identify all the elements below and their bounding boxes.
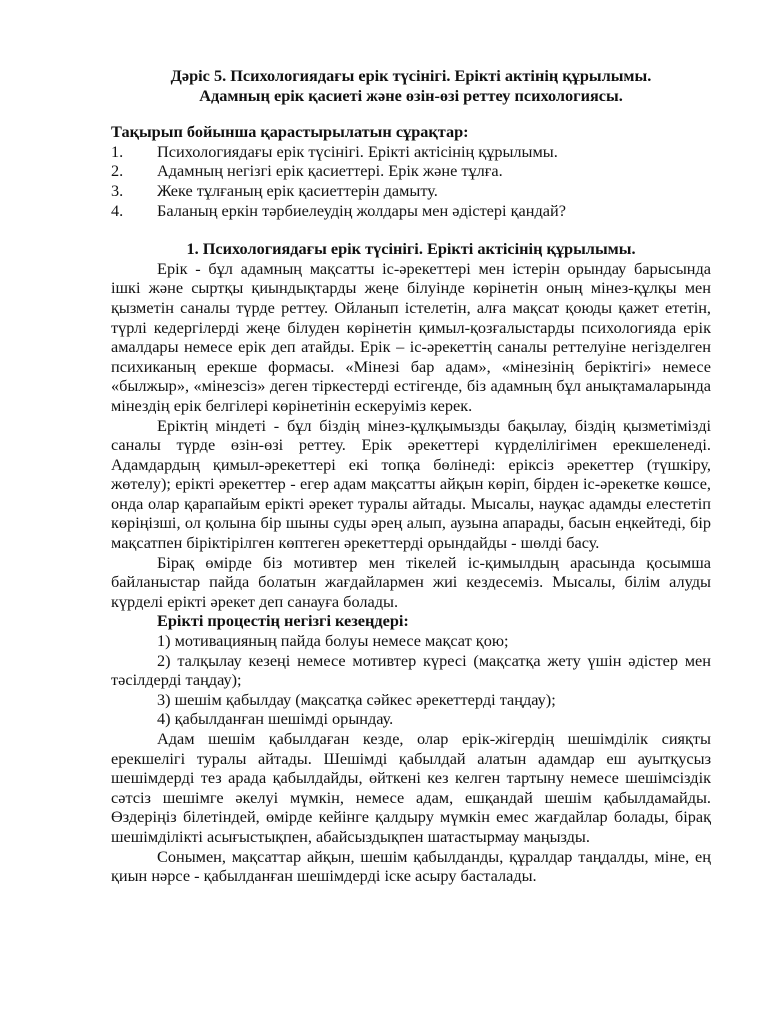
- question-number: 3.: [111, 180, 124, 200]
- stage-item: 2) талқылау кезеңі немесе мотивтер күресі (мақсатқа жету үшін әдістер мен тәсілдерді таңдау);: [111, 650, 711, 690]
- stage-item: 4) қабылданған шешімді орындау.: [157, 709, 394, 729]
- question-text: Баланың еркін тәрбиелеудің жолдары мен әдістері қандай?: [157, 200, 566, 220]
- title-line-1: Дәріс 5. Психологиядағы ерік түсінігі. Ерікті актінің құрылымы.: [170, 66, 652, 85]
- questions-list: [111, 142, 711, 220]
- questions-heading: Тақырып бойынша қарастырылатын сұрақтар:: [111, 122, 469, 142]
- question-item: [111, 142, 711, 162]
- document-page: [111, 66, 711, 886]
- stages-heading: Ерікті процестің негізгі кезеңдері:: [157, 611, 409, 631]
- question-text: Жеке тұлғаның ерік қасиеттерін дамыту.: [157, 180, 438, 200]
- question-number: 2.: [111, 161, 124, 181]
- question-item: [111, 161, 711, 181]
- title-line-2: Адамның ерік қасиеті және өзін-өзі реттеу психологиясы.: [199, 85, 623, 105]
- body-paragraph: Еріктің міндеті - бұл біздің мінез-құлқымызды бақылау, біздің қызметімізді саналы түрде өзін-өзі реттеу. Ерік әрекеттері күрделілігімен ерекшеленеді. Адамдардың қимыл-әрекеттері екі топқа бөлінеді: еріксіз әрекеттер (түшкіру, жөтелу); ерікті әрекеттер - егер адам мақсатты айқын көріп, бірден іс-әрекетке көшсе, онда олар қарапайым ерікті әрекет туралы айтады. Мысалы, науқас адамды елестетіп көріңізші, ол қолына бір шыны суды әрең алып, аузына апарады, басын еңкейтеді, бір мақсатпен біріктірілген көптеген әрекеттерді орындайды - шөлді басу.: [111, 415, 711, 553]
- body-paragraph: Адам шешім қабылдаған кезде, олар ерік-жігердің шешімділік сияқты ерекшелігі туралы айтады. Шешімді қабылдай алатын адамдар еш ауытқусыз шешімдерді тез арада қабылдайды, өйткені кез келген тартыну немесе шешімсіздік сәтсіз шешімге әкелуі мүмкін, немесе адам, ешқандай шешім қабылдамайды. Өздеріңіз білетіндей, өмірде кейінге қалдыру мүмкін емес жағдайлар болады, бірақ шешімділікті асығыстықпен, абайсыздықпен шатастырмау маңызды.: [111, 729, 711, 846]
- question-item: [111, 201, 711, 221]
- question-text: Психологиядағы ерік түсінігі. Ерікті актісінің құрылымы.: [157, 141, 558, 161]
- question-item: [111, 181, 711, 201]
- body-paragraph: Ерік - бұл адамның мақсатты іс-әрекеттері мен істерін орындау барысында ішкі және сыртқы қиындықтарды жеңе білуінде көрінетін оның мінез-құлқы мен қызметін саналы түрде реттеу. Ойланып істелетін, алға мақсат қоюды қажет ететін, түрлі кедергілерді жеңе білуден көрінетін қимыл-қозғалыстарды психологияда ерік амалдары немесе ерік деп атайды. Ерік – іс-әрекеттің саналы реттелуіне негізделген психиканың ерекше формасы. «Мінезі бар адам», «мінезінің беріктігі» немесе «былжыр», «мінезсіз» деген тіркестерді естігенде, біз адамның бұл анықтамаларында мінездің ерік белгілері көрінетінін ескеруіміз керек.: [111, 258, 711, 415]
- question-number: 4.: [111, 200, 124, 220]
- body-paragraph: Бірақ өмірде біз мотивтер мен тікелей іс-қимылдың арасында қосымша байланыстар пайда болатын жағдайлармен жиі кездесеміз. Мысалы, білім алуды күрделі ерікті әрекет деп санауға болады.: [111, 552, 711, 611]
- question-number: 1.: [111, 141, 124, 161]
- body-paragraph: Сонымен, мақсаттар айқын, шешім қабылданды, құралдар таңдалды, міне, ең қиын нәрсе - қабылданған шешімдерді іске асыру басталады.: [111, 846, 711, 886]
- lecture-title: [111, 66, 711, 105]
- stage-item: 3) шешім қабылдау (мақсатқа сәйкес әрекеттерді таңдау);: [157, 689, 556, 709]
- section-heading: 1. Психологиядағы ерік түсінігі. Ерікті актісінің құрылымы.: [186, 239, 636, 259]
- stage-item: 1) мотивацияның пайда болуы немесе мақсат қою;: [157, 631, 509, 651]
- question-text: Адамның негізгі ерік қасиеттері. Ерік және тұлға.: [157, 161, 503, 181]
